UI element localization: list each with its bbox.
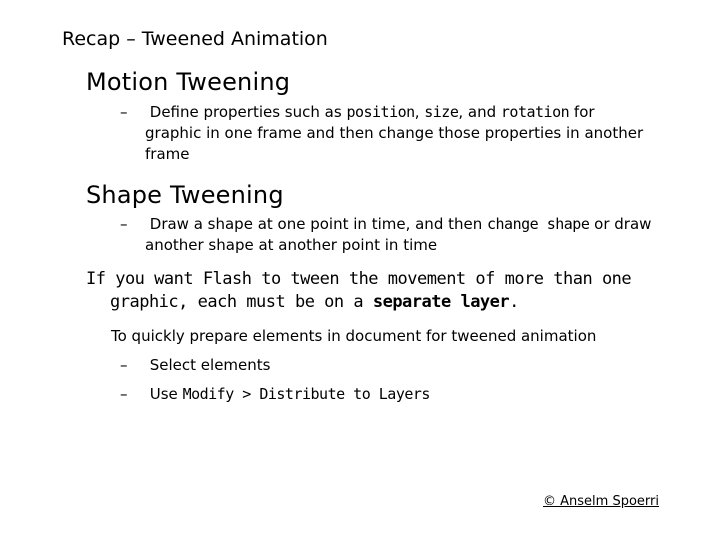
prepare-item-distribute: – Use Modify > Distribute to Layers <box>120 385 430 403</box>
keyword-separate-layer: separate layer <box>372 292 510 312</box>
copyright-footer: © Anselm Spoerri <box>543 494 659 509</box>
keyword-position: position <box>346 103 415 121</box>
bullet-dash: – <box>120 215 128 233</box>
shape-tweening-bullet: – Draw a shape at one point in time, and then change shape or draw another shape at another point in time <box>120 215 652 254</box>
keyword-rotation: rotation <box>500 103 570 121</box>
keyword-change-shape: change shape <box>487 215 590 233</box>
motion-tweening-bullet: – Define properties such as position, size, and rotation for graphic in one frame and then change those properties in another frame <box>120 103 644 163</box>
bullet-dash: – <box>120 356 128 374</box>
prepare-intro: To quickly prepare elements in document for tweened animation <box>111 327 597 345</box>
bullet-dash: – <box>120 103 128 121</box>
motion-tweening-heading: Motion Tweening <box>86 68 291 96</box>
keyword-size: size <box>424 103 459 121</box>
bullet-dash: – <box>120 385 128 403</box>
flash-layer-paragraph: If you want Flash to tween the movement of more than one graphic, each must be on a separate layer. <box>86 269 632 312</box>
shape-tweening-heading: Shape Tweening <box>86 181 284 209</box>
slide-title: Recap – Tweened Animation <box>62 28 328 50</box>
prepare-item-select: – Select elements <box>120 356 271 374</box>
keyword-distribute-to-layers: Modify > Distribute to Layers <box>182 385 430 403</box>
